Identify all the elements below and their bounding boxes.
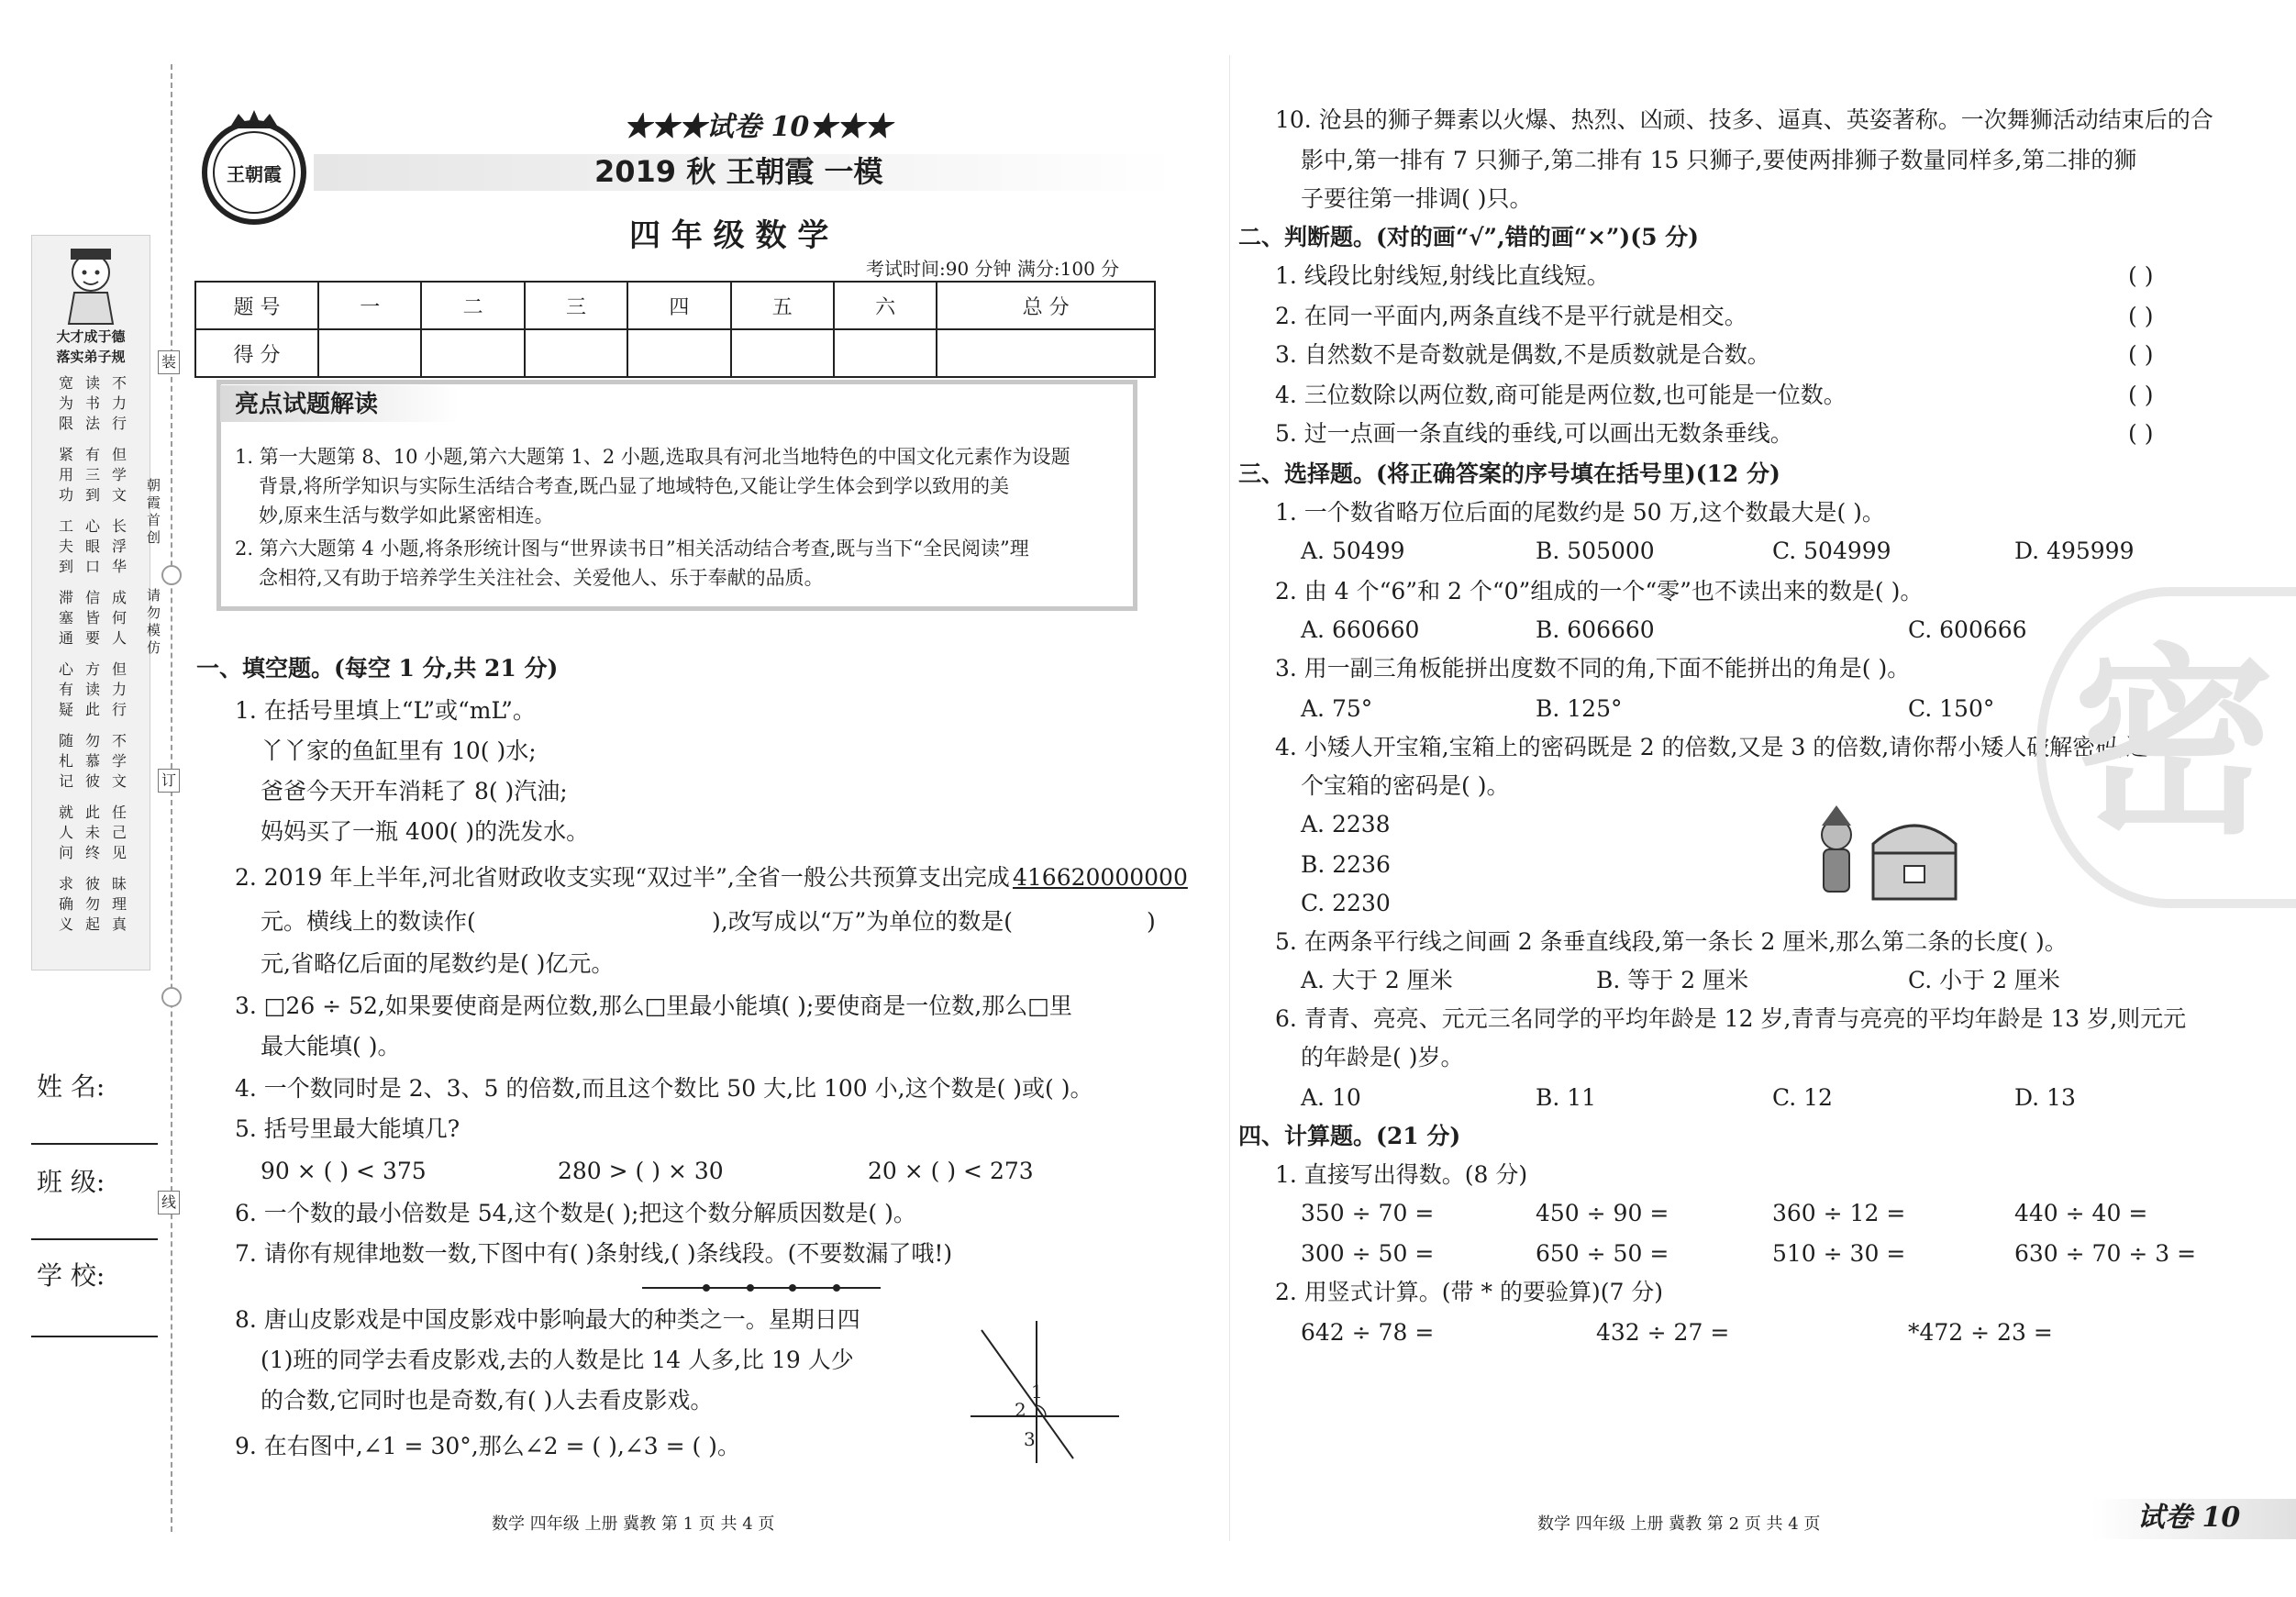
corner-label: 试卷 10 [2137, 1502, 2241, 1534]
paper-label: ★★★试卷 10★★★ [624, 111, 893, 143]
score-table-cell: 四 [627, 282, 730, 329]
score-cell[interactable] [731, 329, 834, 377]
calc-item: 630 ÷ 70 ÷ 3 = [2014, 1240, 2197, 1267]
judge-item: 4. 三位数除以两位数,商可能是两位数,也可能是一位数。 [1275, 382, 1847, 408]
ray-segment-figure [642, 1275, 881, 1303]
motto-column: 信皆要 [84, 589, 100, 647]
score-table-cell: 六 [834, 282, 937, 329]
choice-5-option-b[interactable]: B. 等于 2 厘米 [1596, 967, 1749, 993]
score-table-cell: 五 [731, 282, 834, 329]
motto-column: 宽为限 [58, 374, 73, 432]
swirl-icon [161, 987, 182, 1007]
question-2-line2-mid: ),改写成以“万”为单位的数是( [712, 908, 1014, 935]
score-table-cell: 三 [525, 282, 627, 329]
highlight-line: 2. 第六大题第 4 小题,将条形统计图与“世界读书日”相关活动结合考查,既与当下“全民阅读”理 [235, 538, 1029, 560]
angle-label-2: 2 [1015, 1399, 1026, 1421]
choice-5-option-c[interactable]: C. 小于 2 厘米 [1908, 967, 2060, 993]
choice-1-option-c[interactable]: C. 504999 [1772, 538, 1891, 564]
seal-label-ding: 订 [158, 769, 180, 793]
calc-vertical-item: 642 ÷ 78 = [1301, 1319, 1435, 1346]
name-label: 姓 名: [37, 1071, 105, 1102]
judge-answer-3[interactable]: ( ) [2128, 341, 2154, 368]
subject-title: 四 年 级 数 学 [629, 217, 829, 254]
calc-2-title: 2. 用竖式计算。(带 * 的要验算)(7 分) [1275, 1279, 1664, 1305]
question-5b: 280 > ( ) × 30 [558, 1158, 724, 1184]
choice-6-option-a[interactable]: A. 10 [1301, 1084, 1361, 1111]
motto-column: 此未终 [84, 804, 100, 861]
question-1c: 妈妈买了一瓶 400( )的洗发水。 [261, 818, 590, 845]
question-10-line2: 影中,第一排有 7 只狮子,第二排有 15 只狮子,要使两排狮子数量同样多,第二排的狮 [1301, 147, 2137, 173]
exam-info: 考试时间:90 分钟 满分:100 分 [866, 258, 1120, 280]
question-4: 4. 一个数同时是 2、3、5 的倍数,而且这个数比 50 大,比 100 小,这个数是( )或( )。 [235, 1075, 1093, 1102]
score-table-cell: 总 分 [937, 282, 1155, 329]
motto-column: 不学文 [111, 732, 127, 790]
class-input-line[interactable] [31, 1238, 158, 1240]
section-2-title: 二、判断题。(对的画“√”,错的画“×”)(5 分) [1238, 224, 1700, 250]
swirl-icon [161, 565, 182, 585]
school-label: 学 校: [37, 1260, 105, 1291]
section-3-title: 三、选择题。(将正确答案的序号填在括号里)(12 分) [1238, 460, 1780, 487]
score-table-cell: 一 [318, 282, 421, 329]
judge-answer-4[interactable]: ( ) [2128, 382, 2154, 408]
judge-answer-1[interactable]: ( ) [2128, 262, 2154, 289]
choice-5: 5. 在两条平行线之间画 2 条垂直线段,第一条长 2 厘米,那么第二条的长度( )。 [1275, 928, 2068, 955]
question-2-line2-end: ) [1147, 908, 1156, 935]
calc-item: 360 ÷ 12 = [1772, 1200, 1906, 1226]
motto-column: 成何人 [111, 589, 127, 647]
calc-1-title: 1. 直接写出得数。(8 分) [1275, 1161, 1528, 1188]
choice-1: 1. 一个数省略万位后面的尾数约是 50 万,这个数最大是( )。 [1275, 499, 1885, 526]
calc-item: 510 ÷ 30 = [1772, 1240, 1906, 1267]
motto-column: 就人问 [58, 804, 73, 861]
score-cell[interactable] [318, 329, 421, 377]
exam-title: 2019 秋 王朝霞 一模 [594, 154, 883, 189]
judge-answer-5[interactable]: ( ) [2128, 420, 2154, 447]
score-cell[interactable] [937, 329, 1155, 377]
motto-column: 有三到 [84, 446, 100, 504]
motto-column: 不力行 [111, 374, 127, 432]
calc-item: 300 ÷ 50 = [1301, 1240, 1435, 1267]
logo-text: 王朝霞 [227, 163, 282, 185]
calc-item: 450 ÷ 90 = [1536, 1200, 1669, 1226]
choice-4-line1: 4. 小矮人开宝箱,宝箱上的密码既是 2 的倍数,又是 3 的倍数,请你帮小矮人破解密码,这 [1275, 734, 2149, 760]
motto-column: 心眼口 [84, 517, 100, 575]
choice-3-option-b[interactable]: B. 125° [1536, 695, 1623, 722]
brand-logo [194, 110, 314, 229]
judge-item: 1. 线段比射线短,射线比直线短。 [1275, 262, 1610, 289]
motto-top-2: 落实弟子规 [56, 349, 126, 365]
question-8-line1: 8. 唐山皮影戏是中国皮影戏中影响最大的种类之一。星期日四 [235, 1306, 860, 1333]
seal-label-zhuang: 装 [158, 350, 180, 374]
score-cell[interactable] [525, 329, 627, 377]
score-table-cell: 题 号 [195, 282, 318, 329]
choice-1-option-d[interactable]: D. 495999 [2014, 538, 2135, 564]
motto-body [32, 373, 150, 960]
calc-item: 440 ÷ 40 = [2014, 1200, 2148, 1226]
choice-4-line2: 个宝箱的密码是( )。 [1301, 772, 1510, 799]
question-5a: 90 × ( ) < 375 [261, 1158, 427, 1184]
motto-strip [31, 235, 150, 970]
question-9: 9. 在右图中,∠1 = 30°,那么∠2 = ( ),∠3 = ( )。 [235, 1433, 740, 1459]
motto-column: 紧用功 [58, 446, 73, 504]
left-page-footer: 数学 四年级 上册 冀教 第 1 页 共 4 页 [492, 1514, 775, 1534]
score-table-score-row [195, 329, 1155, 377]
motto-column: 但学文 [111, 446, 127, 504]
motto-column: 任己见 [111, 804, 127, 861]
highlight-line: 妙,原来生活与数学如此紧密相连。 [259, 505, 554, 527]
motto-column: 随札记 [58, 732, 73, 790]
score-table-cell: 二 [421, 282, 524, 329]
highlight-line: 1. 第一大题第 8、10 小题,第六大题第 1、2 小题,选取具有河北当地特色的中国文化元素作为设题 [235, 446, 1070, 468]
choice-2-option-a[interactable]: A. 660660 [1301, 616, 1420, 643]
question-5: 5. 括号里最大能填几? [235, 1115, 460, 1142]
choice-4-option-b[interactable]: B. 2236 [1301, 851, 1391, 878]
question-2-number: 416620000000 [1013, 864, 1188, 891]
class-label: 班 级: [37, 1167, 105, 1197]
choice-6-option-d[interactable]: D. 13 [2014, 1084, 2076, 1111]
motto-column: 滞塞通 [58, 589, 73, 647]
question-5c: 20 × ( ) < 273 [868, 1158, 1034, 1184]
question-3-line1: 3. □26 ÷ 52,如果要使商是两位数,那么□里最小能填( );要使商是一位数,那么□里 [235, 993, 1072, 1019]
score-table-header-row [195, 282, 1155, 329]
motto-column: 昧理真 [111, 875, 127, 933]
choice-3-option-a[interactable]: A. 75° [1301, 695, 1373, 722]
choice-4-option-c[interactable]: C. 2230 [1301, 890, 1391, 916]
choice-2: 2. 由 4 个“6”和 2 个“0”组成的一个“零”也不读出来的数是( )。 [1275, 578, 1924, 604]
question-8-line2: (1)班的同学去看皮影戏,去的人数是比 14 人多,比 19 人少 [261, 1347, 854, 1373]
page-divider [1229, 55, 1230, 1541]
right-page-footer: 数学 四年级 上册 冀教 第 2 页 共 4 页 [1537, 1514, 1821, 1534]
motto-column: 方读此 [84, 660, 100, 718]
choice-1-option-a[interactable]: A. 50499 [1301, 538, 1405, 564]
motto-column: 工夫到 [58, 517, 73, 575]
calc-vertical-item: 432 ÷ 27 = [1596, 1319, 1730, 1346]
motto-column: 读书法 [84, 374, 100, 432]
score-cell[interactable] [421, 329, 524, 377]
question-8-line3: 的合数,它同时也是奇数,有( )人去看皮影戏。 [261, 1387, 714, 1414]
angle-figure [963, 1321, 1128, 1468]
name-input-line[interactable] [31, 1143, 158, 1145]
question-1a: 丫丫家的鱼缸里有 10( )水; [261, 738, 537, 764]
question-2-line2: 元。横线上的数读作( [261, 908, 476, 935]
choice-3: 3. 用一副三角板能拼出度数不同的角,下面不能拼出的角是( )。 [1275, 655, 1911, 682]
judge-item: 5. 过一点画一条直线的垂线,可以画出无数条垂线。 [1275, 420, 1793, 447]
section-4-title: 四、计算题。(21 分) [1238, 1123, 1461, 1149]
stamp-text: 密 [2073, 624, 2276, 861]
question-1: 1. 在括号里填上“L”或“mL”。 [235, 697, 536, 724]
score-row-label: 得 分 [195, 329, 318, 377]
calc-item: 650 ÷ 50 = [1536, 1240, 1669, 1267]
choice-6-line1: 6. 青青、亮亮、元元三名同学的平均年龄是 12 岁,青青与亮亮的平均年龄是 13 岁,则元元 [1275, 1005, 2187, 1032]
choice-6-line2: 的年龄是( )岁。 [1301, 1044, 1464, 1070]
seal-label-xian: 线 [158, 1191, 180, 1214]
choice-5-option-a[interactable]: A. 大于 2 厘米 [1301, 967, 1453, 993]
copyright-note-2: 请勿模仿 [147, 587, 161, 656]
confidential-stamp [2036, 587, 2296, 908]
choice-6-option-b[interactable]: B. 11 [1536, 1084, 1597, 1111]
motto-column: 但力行 [111, 660, 127, 718]
motto-top-1: 大才成于德 [56, 328, 126, 345]
question-10-line1: 10. 沧县的狮子舞素以火爆、热烈、凶顽、技多、逼真、英姿著称。一次舞狮活动结束后的合 [1275, 106, 2213, 133]
motto-column: 求确义 [58, 875, 73, 933]
scholar-figure-icon [54, 241, 128, 326]
motto-column: 彼勿起 [84, 875, 100, 933]
angle-label-1: 1 [1031, 1381, 1043, 1403]
choice-2-option-b[interactable]: B. 606660 [1536, 616, 1655, 643]
question-6: 6. 一个数的最小倍数是 54,这个数是( );把这个数分解质因数是( )。 [235, 1200, 916, 1226]
highlight-line: 念相符,又有助于培养学生关注社会、关爱他人、乐于奉献的品质。 [259, 567, 824, 589]
choice-2-option-c[interactable]: C. 600666 [1908, 616, 2027, 643]
question-3-line2: 最大能填( )。 [261, 1033, 401, 1059]
judge-item: 3. 自然数不是奇数就是偶数,不是质数就是合数。 [1275, 341, 1770, 368]
question-2-line3: 元,省略亿后面的尾数约是( )亿元。 [261, 950, 615, 977]
choice-6-option-c[interactable]: C. 12 [1772, 1084, 1833, 1111]
calc-item: 350 ÷ 70 = [1301, 1200, 1435, 1226]
question-2-line1: 2. 2019 年上半年,河北省财政收支实现“双过半”,全省一般公共预算支出完成 [235, 864, 1010, 891]
choice-3-option-c[interactable]: C. 150° [1908, 695, 1995, 722]
highlight-line: 背景,将所学知识与实际生活结合考查,既凸显了地域特色,又能让学生体会到学以致用的美 [259, 475, 1010, 497]
score-cell[interactable] [627, 329, 730, 377]
question-10-line3: 子要往第一排调( )只。 [1301, 185, 1533, 212]
choice-1-option-b[interactable]: B. 505000 [1536, 538, 1655, 564]
question-7: 7. 请你有规律地数一数,下图中有( )条射线,( )条线段。(不要数漏了哦!) [235, 1240, 953, 1267]
judge-item: 2. 在同一平面内,两条直线不是平行就是相交。 [1275, 303, 1747, 329]
binding-dashed-line [171, 64, 172, 1532]
motto-column: 心有疑 [58, 660, 73, 718]
motto-column: 勿慕彼 [84, 732, 100, 790]
dwarf-treasure-chest-icon [1809, 798, 1974, 917]
choice-4-option-a[interactable]: A. 2238 [1301, 811, 1391, 837]
angle-label-3: 3 [1024, 1428, 1036, 1450]
school-input-line[interactable] [31, 1336, 158, 1337]
section-1-title: 一、填空题。(每空 1 分,共 21 分) [196, 655, 559, 682]
judge-answer-2[interactable]: ( ) [2128, 303, 2154, 329]
score-cell[interactable] [834, 329, 937, 377]
motto-column: 长浮华 [111, 517, 127, 575]
copyright-note-1: 朝霞首创 [147, 477, 161, 546]
score-table [194, 281, 1156, 378]
question-1b: 爸爸今天开车消耗了 8( )汽油; [261, 778, 568, 804]
calc-vertical-item: *472 ÷ 23 = [1908, 1319, 2053, 1346]
highlight-title: 亮点试题解读 [235, 391, 379, 418]
